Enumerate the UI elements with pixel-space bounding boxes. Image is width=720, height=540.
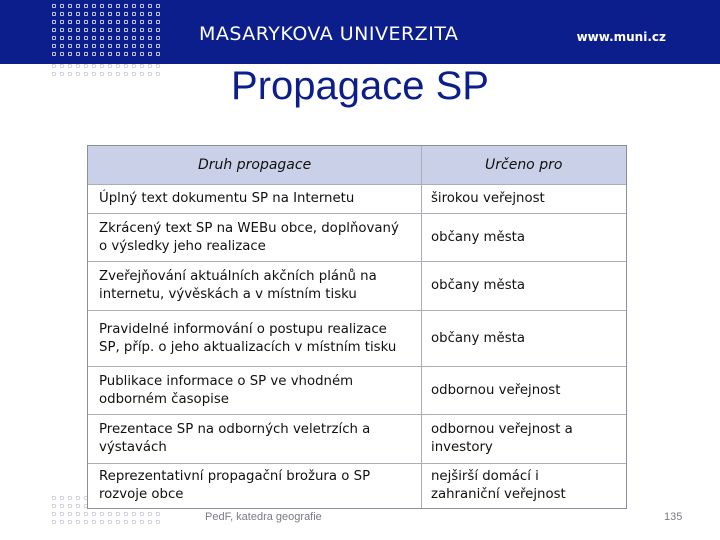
cell-promotion-type: Prezentace SP na odborných veletrzích a výstavách xyxy=(88,415,422,463)
cell-target-audience: odbornou veřejnost a investory xyxy=(431,422,573,455)
cell-promotion-type: Zkrácený text SP na WEBu obce, doplňovaný o výsledky jeho realizace xyxy=(88,214,422,261)
cell-target-audience: nejširší domácí i zahraniční veřejnost xyxy=(431,469,566,502)
table-row xyxy=(88,310,626,366)
header-cell-target: Určeno pro xyxy=(485,157,563,173)
table-header-row xyxy=(88,146,626,184)
cell-promotion-type: Zveřejňování aktuálních akčních plánů na internetu, vývěskách a v místním tisku xyxy=(88,262,422,310)
table-row xyxy=(88,414,626,463)
promotion-table xyxy=(87,145,627,509)
slide-title: Propagace SP xyxy=(231,64,489,108)
table-row xyxy=(88,213,626,261)
table-row xyxy=(88,366,626,414)
cell-promotion-type: Úplný text dokumentu SP na Internetu xyxy=(88,185,422,213)
header-cell-type: Druh propagace xyxy=(88,146,422,184)
website-link[interactable]: www.muni.cz xyxy=(576,30,666,44)
table-row xyxy=(88,463,626,508)
cell-target-audience: občany města xyxy=(431,229,525,245)
cell-target-audience: občany města xyxy=(431,278,525,293)
header-band xyxy=(0,0,720,64)
dot-pattern-decoration xyxy=(52,4,164,60)
cell-target-audience: širokou veřejnost xyxy=(431,191,545,206)
table-row xyxy=(88,261,626,310)
page-number: 135 xyxy=(664,511,683,523)
cell-promotion-type: Pravidelné informování o postupu realizace SP, příp. o jeho aktualizacích v místním tisku xyxy=(88,311,422,366)
university-name: MASARYKOVA UNIVERZITA xyxy=(199,23,459,45)
table-row xyxy=(88,184,626,213)
cell-target-audience: občany města xyxy=(431,330,525,346)
cell-promotion-type: Reprezentativní propagační brožura o SP rozvoje obce xyxy=(88,464,422,508)
cell-promotion-type: Publikace informace o SP ve vhodném odborném časopise xyxy=(88,367,422,414)
cell-target-audience: odbornou veřejnost xyxy=(431,382,561,398)
footer-department: PedF, katedra geografie xyxy=(205,511,322,523)
